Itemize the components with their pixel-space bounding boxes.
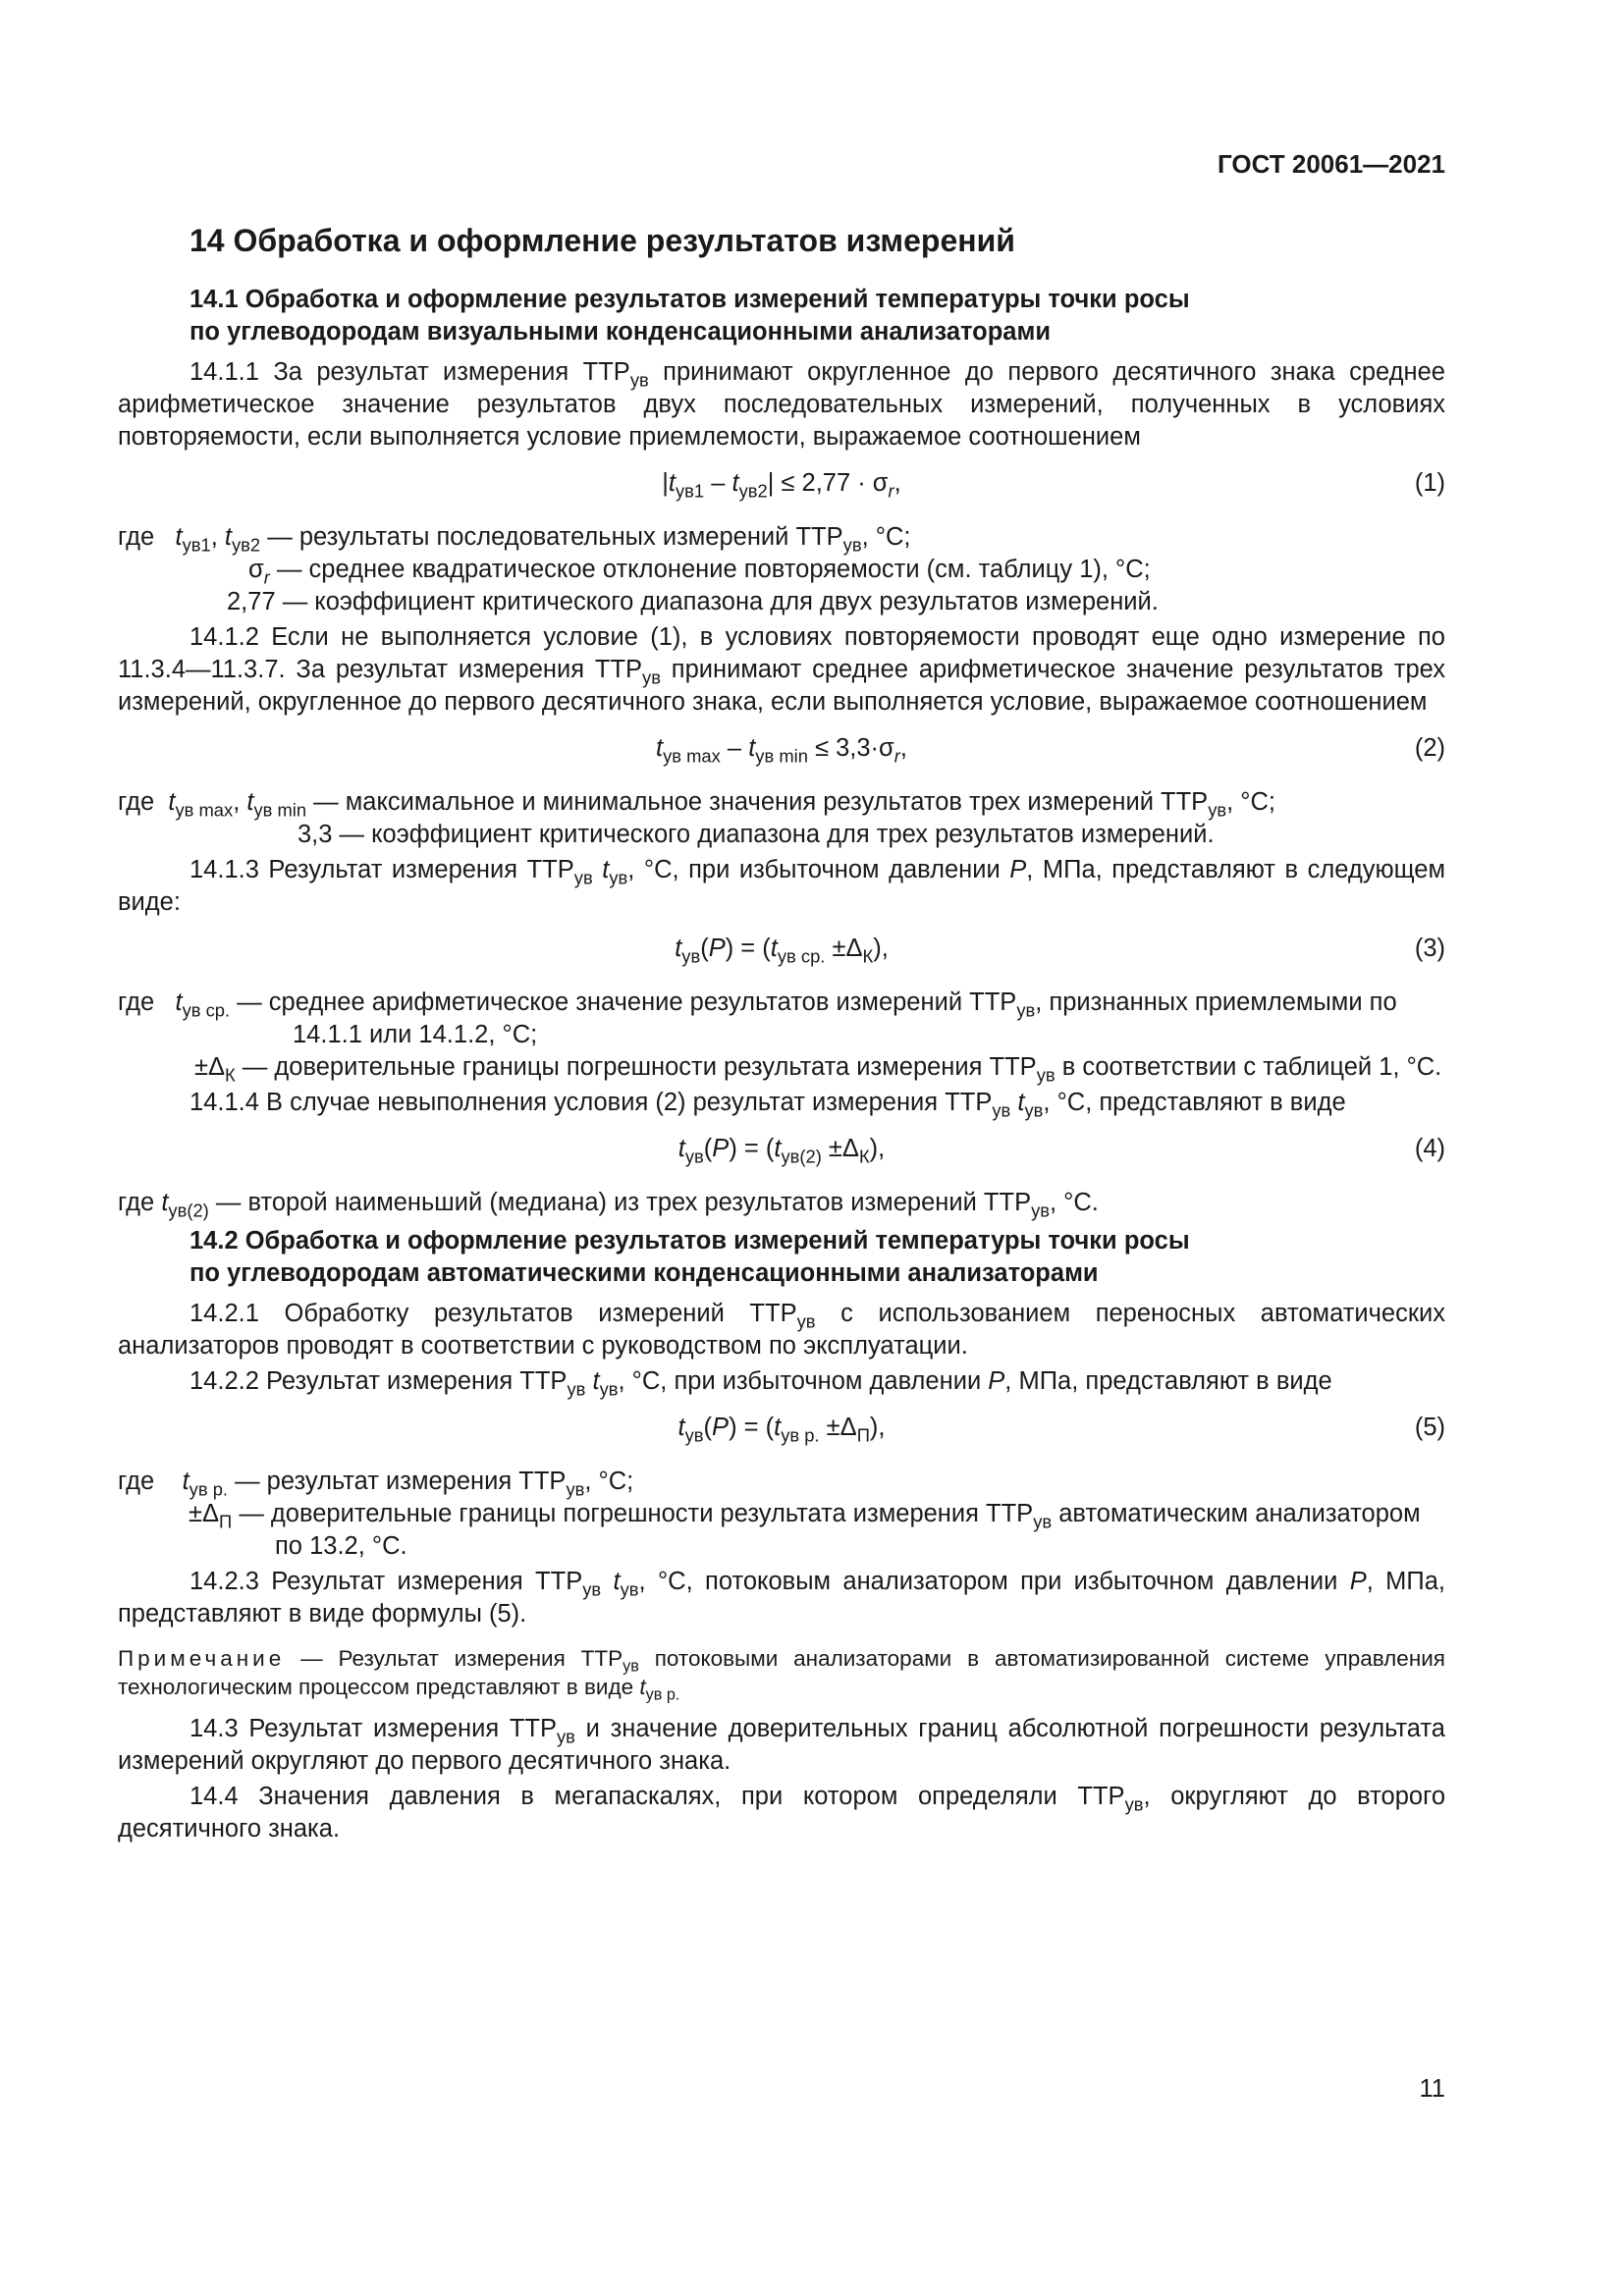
formula-3: $t_{ув}(P) = (t_{ув ср.} \pm\Delta_К)$, (3) [675,934,1445,967]
note: Примечание — Результат измерения $ТТР_{ув}$ потоковыми анализаторами в автоматизированной системе управления технологическим процессом представляют в виде $t_{ув р.}$ [118,1646,1445,1704]
page-number: 11 [1419,2075,1445,2103]
para-14-2-2: 14.2.2 Результат измерения $ТТР_{ув}$ $t_{ув}$, °С, при избыточном давлении Р, МПа, представляют в виде [189,1367,1332,1400]
where-formula-2: где $t_{ув max}$, $t_{ув min}$ — максимальное и минимальное значения результатов трех измерений $ТТР_{ув}$, °С; 3,3 — коэффициент критического диапазона для трех результатов измерений. [118,788,1275,848]
doc-id: ГОСТ 20061—2021 [1218,149,1445,179]
para-14-1-1: 14.1.1 За результат измерения $ТТР_{ув}$ принимают округленное до первого десятичного знака среднее арифметическое значение результатов двух последовательных измерений, полученных в условиях повторяемости, если выполняется условие приемлемости, выражаемое соотношением [118,358,1445,451]
page-content [118,221,1445,1848]
where-formula-3: где $t_{ув ср.}$ — среднее арифметическое значение результатов измерений $ТТР_{ув}$, признанных приемлемыми по 14.1.1 или 14.1.2, °С; $\pm\Delta_К$ — доверительные границы погрешности результата измерения $ТТР_{ув}$ в соответствии с таблицей 1, °С. [118,988,1442,1086]
para-14-3: 14.3 Результат измерения $ТТР_{ув}$ и значение доверительных границ абсолютной погрешности результата измерений округляют до первого десятичного знака. [118,1715,1445,1775]
section-14-title: 14 Обработка и оформление результатов измерений [189,223,1015,258]
para-14-1-4: 14.1.4 В случае невыполнения условия (2) результат измерения $ТТР_{ув}$ $t_{ув}$, °С, представляют в виде [189,1089,1346,1121]
para-14-1-2: 14.1.2 Если не выполняется условие (1), в условиях повторяемости проводят еще одно измерение по 11.3.4—11.3.7. За результат измерения $ТТР_{ув}$ принимают среднее арифметическое значение результатов трех измерений, округленное до первого десятичного знака, если выполняется условие, выражаемое соотношением [118,623,1445,716]
section-14-1-title: 14.1 Обработка и оформление результатов измерений температуры точки росы по углеводородам визуальными конденсационными анализаторами [189,286,1190,346]
formula-2: $t_{ув max} - t_{ув min} \le 3,3\cdot\sigma_r$, (2) [656,734,1445,767]
where-formula-4: где $t_{ув(2)}$ — второй наименьший (медиана) из трех результатов измерений $ТТР_{ув}$, °С. [118,1189,1099,1221]
where-formula-1: где $t_{ув1}$, $t_{ув2}$ — результаты последовательных измерений $ТТР_{ув}$, °С; $\sigma_r$ — среднее квадратическое отклонение повторяемости (см. таблицу 1), °С; 2,77 — коэффициент критического диапазона для двух результатов измерений. [118,523,1159,615]
para-14-4: 14.4 Значения давления в мегапаскалях, при котором определяли $ТТР_{ув}$, округляют до второго десятичного знака. [118,1783,1446,1842]
formula-4: $t_{ув}(P) = (t_{ув(2)} \pm\Delta_К)$, (4) [677,1135,1445,1167]
formula-5: $t_{ув}(P) = (t_{ув р.} \pm\Delta_П)$, (5) [677,1414,1445,1446]
para-14-1-3: 14.1.3 Результат измерения $ТТР_{ув}$ $t_{ув}$, °С, при избыточном давлении Р, МПа, представляют в следующем виде: [118,856,1445,916]
para-14-2-3: 14.2.3 Результат измерения $ТТР_{ув}$ $t_{ув}$, °С, потоковым анализатором при избыточном давлении Р, МПа, представляют в виде формулы (5). [118,1568,1445,1628]
section-14-2-title: 14.2 Обработка и оформление результатов измерений температуры точки росы по углеводородам автоматическими конденсационными анализаторами [189,1227,1190,1287]
formula-1: $|t_{ув1} - t_{ув2}| \le 2,77 \cdot \sigma_r$, (1) [662,469,1445,502]
para-14-2-1: 14.2.1 Обработку результатов измерений $ТТР_{ув}$ с использованием переносных автоматических анализаторов проводят в соответствии с руководством по эксплуатации. [118,1300,1445,1360]
where-formula-5: где $t_{ув р.}$ — результат измерения $ТТР_{ув}$, °С; $\pm\Delta_П$ — доверительные границы погрешности результата измерения $ТТР_{ув}$ автоматическим анализатором по 13.2, °С. [118,1468,1421,1560]
